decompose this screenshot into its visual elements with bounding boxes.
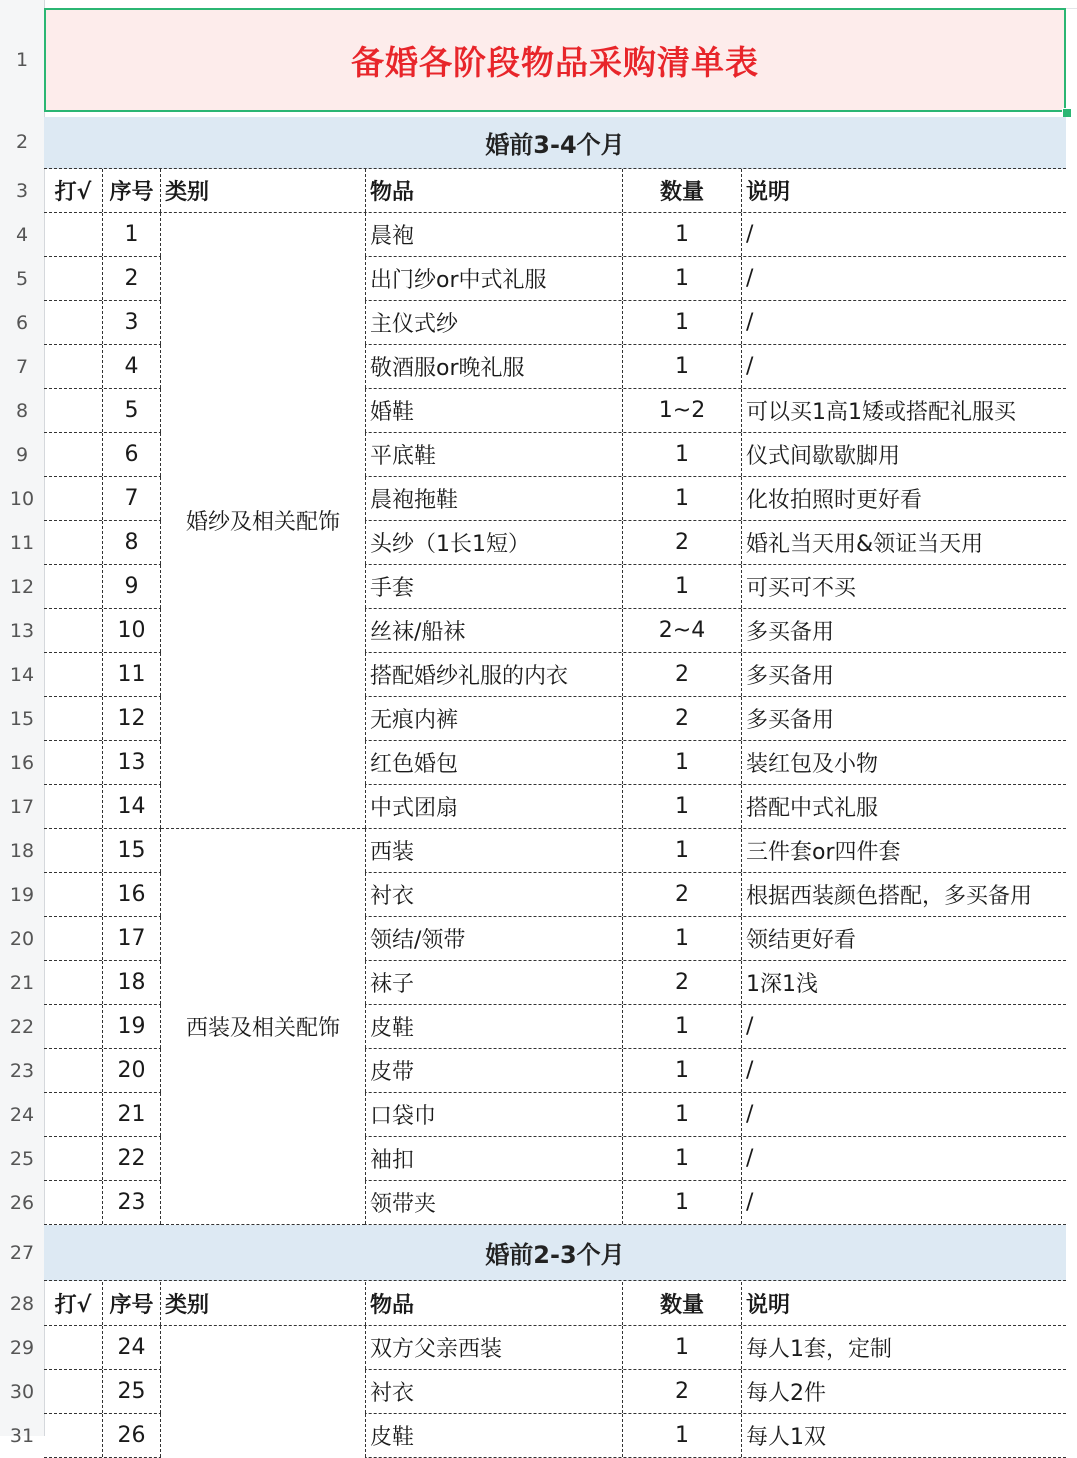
- num-cell[interactable]: 6: [103, 433, 161, 476]
- num-cell[interactable]: 20: [103, 1049, 161, 1092]
- item-cell[interactable]: 袖扣: [365, 1137, 623, 1180]
- qty-cell[interactable]: 1: [623, 1049, 742, 1092]
- note-cell[interactable]: 多买备用: [746, 664, 835, 689]
- qty-cell[interactable]: 1~2: [623, 389, 742, 432]
- check-cell[interactable]: [44, 829, 103, 872]
- row-number[interactable]: 24: [9, 1104, 35, 1126]
- row-number[interactable]: 28: [9, 1293, 35, 1315]
- num-cell[interactable]: 4: [103, 345, 161, 388]
- note-cell[interactable]: 多买备用: [746, 708, 835, 733]
- qty-cell[interactable]: 1: [623, 433, 742, 476]
- check-cell[interactable]: [44, 257, 103, 300]
- num-cell[interactable]: 1: [103, 213, 161, 256]
- qty-cell[interactable]: 1: [623, 1181, 742, 1224]
- note-cell[interactable]: 搭配中式礼服: [746, 796, 879, 821]
- qty-cell[interactable]: 2: [623, 873, 742, 916]
- item-cell[interactable]: 敬酒服or晚礼服: [365, 345, 623, 388]
- check-cell[interactable]: [44, 301, 103, 344]
- item-cell[interactable]: 婚鞋: [365, 389, 623, 432]
- qty-cell[interactable]: 2: [623, 653, 742, 696]
- qty-cell[interactable]: 1: [623, 829, 742, 872]
- row-number[interactable]: 25: [9, 1148, 35, 1170]
- row-number[interactable]: 30: [9, 1381, 35, 1403]
- num-cell[interactable]: 26: [103, 1414, 161, 1457]
- check-cell[interactable]: [44, 1414, 103, 1457]
- qty-cell[interactable]: 2: [623, 697, 742, 740]
- header-note[interactable]: 说明: [746, 1293, 791, 1318]
- header-item[interactable]: 物品: [365, 1282, 623, 1325]
- item-cell[interactable]: 皮带: [365, 1049, 623, 1092]
- qty-cell[interactable]: 1: [623, 1137, 742, 1180]
- note-cell[interactable]: /: [746, 1014, 754, 1039]
- check-cell[interactable]: [44, 785, 103, 828]
- header-num[interactable]: 序号: [103, 169, 161, 212]
- note-cell[interactable]: /: [746, 1190, 754, 1215]
- num-cell[interactable]: 25: [103, 1370, 161, 1413]
- page-title: 备婚各阶段物品采购清单表: [351, 42, 759, 82]
- item-cell[interactable]: 平底鞋: [365, 433, 623, 476]
- item-cell[interactable]: 衬衣: [365, 873, 623, 916]
- row-number[interactable]: 8: [15, 400, 29, 422]
- row-number[interactable]: 27: [9, 1242, 35, 1264]
- num-cell[interactable]: 15: [103, 829, 161, 872]
- num-cell[interactable]: 5: [103, 389, 161, 432]
- note-cell[interactable]: 化妆拍照时更好看: [746, 488, 923, 513]
- num-cell[interactable]: 22: [103, 1137, 161, 1180]
- check-cell[interactable]: [44, 653, 103, 696]
- header-category[interactable]: 类别: [165, 1293, 210, 1318]
- note-cell[interactable]: 仪式间歇歇脚用: [746, 444, 901, 469]
- header-check[interactable]: 打√: [44, 1282, 103, 1325]
- num-cell[interactable]: 24: [103, 1326, 161, 1369]
- num-cell[interactable]: 13: [103, 741, 161, 784]
- section-header[interactable]: 婚前3-4个月: [44, 117, 1066, 169]
- check-cell[interactable]: [44, 345, 103, 388]
- row-number[interactable]: 29: [9, 1337, 35, 1359]
- check-cell[interactable]: [44, 1370, 103, 1413]
- check-cell[interactable]: [44, 1181, 103, 1224]
- check-cell[interactable]: [44, 433, 103, 476]
- check-cell[interactable]: [44, 1049, 103, 1092]
- item-cell[interactable]: 红色婚包: [365, 741, 623, 784]
- item-cell[interactable]: 晨袍拖鞋: [365, 477, 623, 520]
- header-row: [44, 1282, 1066, 1326]
- row-number[interactable]: 26: [9, 1192, 35, 1214]
- qty-cell[interactable]: 1: [623, 1326, 742, 1369]
- check-cell[interactable]: [44, 389, 103, 432]
- note-cell[interactable]: /: [746, 1058, 754, 1083]
- header-qty[interactable]: 数量: [623, 169, 742, 212]
- row-number[interactable]: 17: [9, 796, 35, 818]
- item-cell[interactable]: 搭配婚纱礼服的内衣: [365, 653, 623, 696]
- num-cell[interactable]: 18: [103, 961, 161, 1004]
- check-cell[interactable]: [44, 1093, 103, 1136]
- item-cell[interactable]: 晨袍: [365, 213, 623, 256]
- item-cell[interactable]: 皮鞋: [365, 1414, 623, 1457]
- qty-cell[interactable]: 1: [623, 301, 742, 344]
- item-cell[interactable]: 袜子: [365, 961, 623, 1004]
- row-number[interactable]: 15: [9, 708, 35, 730]
- item-cell[interactable]: 丝袜/船袜: [365, 609, 623, 652]
- item-cell[interactable]: 主仪式纱: [365, 301, 623, 344]
- check-cell[interactable]: [44, 741, 103, 784]
- qty-cell[interactable]: 2: [623, 1370, 742, 1413]
- row-number[interactable]: 9: [15, 444, 29, 466]
- note-cell[interactable]: 每人2件: [746, 1381, 826, 1406]
- num-cell[interactable]: 7: [103, 477, 161, 520]
- note-cell[interactable]: /: [746, 354, 754, 379]
- item-cell[interactable]: 皮鞋: [365, 1005, 623, 1048]
- title-cell[interactable]: [44, 8, 1066, 112]
- item-cell[interactable]: 双方父亲西装: [365, 1326, 623, 1369]
- row-number[interactable]: 31: [9, 1425, 35, 1447]
- qty-cell[interactable]: 1: [623, 213, 742, 256]
- check-cell[interactable]: [44, 697, 103, 740]
- header-item[interactable]: 物品: [365, 169, 623, 212]
- num-cell[interactable]: 21: [103, 1093, 161, 1136]
- check-cell[interactable]: [44, 609, 103, 652]
- row-number[interactable]: 1: [15, 49, 29, 71]
- header-check[interactable]: 打√: [44, 169, 103, 212]
- check-cell[interactable]: [44, 565, 103, 608]
- num-cell[interactable]: 12: [103, 697, 161, 740]
- qty-cell[interactable]: 2: [623, 961, 742, 1004]
- row-number[interactable]: 3: [15, 180, 29, 202]
- num-cell[interactable]: 17: [103, 917, 161, 960]
- note-cell[interactable]: /: [746, 310, 754, 335]
- num-cell[interactable]: 10: [103, 609, 161, 652]
- check-cell[interactable]: [44, 1005, 103, 1048]
- num-cell[interactable]: 19: [103, 1005, 161, 1048]
- item-cell[interactable]: 领带夹: [365, 1181, 623, 1224]
- row-number-column: [0, 0, 45, 1447]
- check-cell[interactable]: [44, 961, 103, 1004]
- row-number[interactable]: 4: [15, 224, 29, 246]
- row-number[interactable]: 5: [15, 268, 29, 290]
- note-cell[interactable]: 婚礼当天用&领证当天用: [746, 532, 984, 557]
- num-cell[interactable]: 9: [103, 565, 161, 608]
- qty-cell[interactable]: 1: [623, 257, 742, 300]
- qty-cell[interactable]: 1: [623, 565, 742, 608]
- row-number[interactable]: 2: [15, 131, 29, 153]
- row-number[interactable]: 13: [9, 620, 35, 642]
- header-row: [44, 169, 1066, 213]
- category-cell[interactable]: [161, 1326, 365, 1458]
- row-number[interactable]: 23: [9, 1060, 35, 1082]
- num-cell[interactable]: 23: [103, 1181, 161, 1224]
- check-cell[interactable]: [44, 873, 103, 916]
- category-cell[interactable]: 西装及相关配饰: [161, 829, 365, 1225]
- row-number[interactable]: 12: [9, 576, 35, 598]
- item-cell[interactable]: 西装: [365, 829, 623, 872]
- qty-cell[interactable]: 1: [623, 785, 742, 828]
- note-cell[interactable]: 领结更好看: [746, 928, 857, 953]
- item-cell[interactable]: 中式团扇: [365, 785, 623, 828]
- row-number[interactable]: 20: [9, 928, 35, 950]
- note-cell[interactable]: 三件套or四件套: [746, 840, 901, 865]
- qty-cell[interactable]: 2~4: [623, 609, 742, 652]
- item-cell[interactable]: 手套: [365, 565, 623, 608]
- num-cell[interactable]: 3: [103, 301, 161, 344]
- qty-cell[interactable]: 1: [623, 917, 742, 960]
- check-cell[interactable]: [44, 1326, 103, 1369]
- category-cell[interactable]: 婚纱及相关配饰: [161, 213, 365, 829]
- note-cell[interactable]: 多买备用: [746, 620, 835, 645]
- row-number[interactable]: 10: [9, 488, 35, 510]
- row-number[interactable]: 11: [9, 532, 35, 554]
- num-cell[interactable]: 11: [103, 653, 161, 696]
- item-cell[interactable]: 无痕内裤: [365, 697, 623, 740]
- note-cell[interactable]: /: [746, 1102, 754, 1127]
- item-cell[interactable]: 领结/领带: [365, 917, 623, 960]
- num-cell[interactable]: 16: [103, 873, 161, 916]
- qty-cell[interactable]: 1: [623, 1005, 742, 1048]
- note-cell[interactable]: 每人1双: [746, 1425, 826, 1450]
- note-cell[interactable]: /: [746, 1146, 754, 1171]
- note-cell[interactable]: 1深1浅: [746, 972, 818, 997]
- row-number[interactable]: 21: [9, 972, 35, 994]
- row-number[interactable]: 19: [9, 884, 35, 906]
- item-cell[interactable]: 口袋巾: [365, 1093, 623, 1136]
- item-cell[interactable]: 出门纱or中式礼服: [365, 257, 623, 300]
- qty-cell[interactable]: 1: [623, 477, 742, 520]
- note-cell[interactable]: 可以买1高1矮或搭配礼服买: [746, 400, 1016, 425]
- item-cell[interactable]: 头纱（1长1短）: [365, 521, 623, 564]
- header-qty[interactable]: 数量: [623, 1282, 742, 1325]
- check-cell[interactable]: [44, 917, 103, 960]
- qty-cell[interactable]: 1: [623, 1093, 742, 1136]
- row-number[interactable]: 16: [9, 752, 35, 774]
- note-cell[interactable]: 可买可不买: [746, 576, 857, 601]
- num-cell[interactable]: 2: [103, 257, 161, 300]
- note-cell[interactable]: 装红包及小物: [746, 752, 879, 777]
- row-number[interactable]: 6: [15, 312, 29, 334]
- check-cell[interactable]: [44, 521, 103, 564]
- row-number[interactable]: 18: [9, 840, 35, 862]
- qty-cell[interactable]: 1: [623, 345, 742, 388]
- note-cell[interactable]: 每人1套，定制: [746, 1337, 892, 1362]
- check-cell[interactable]: [44, 213, 103, 256]
- header-num[interactable]: 序号: [103, 1282, 161, 1325]
- qty-cell[interactable]: 2: [623, 521, 742, 564]
- num-cell[interactable]: 14: [103, 785, 161, 828]
- header-category[interactable]: 类别: [165, 180, 210, 205]
- check-cell[interactable]: [44, 477, 103, 520]
- row-number[interactable]: 22: [9, 1016, 35, 1038]
- item-cell[interactable]: 衬衣: [365, 1370, 623, 1413]
- check-cell[interactable]: [44, 1137, 103, 1180]
- section-header[interactable]: 婚前2-3个月: [44, 1225, 1066, 1281]
- qty-cell[interactable]: 1: [623, 741, 742, 784]
- header-note[interactable]: 说明: [746, 180, 791, 205]
- qty-cell[interactable]: 1: [623, 1414, 742, 1457]
- num-cell[interactable]: 8: [103, 521, 161, 564]
- note-cell[interactable]: 根据西装颜色搭配，多买备用: [746, 884, 1033, 909]
- row-number[interactable]: 7: [15, 356, 29, 378]
- note-cell[interactable]: /: [746, 222, 754, 247]
- row-number[interactable]: 14: [9, 664, 35, 686]
- note-cell[interactable]: /: [746, 266, 754, 291]
